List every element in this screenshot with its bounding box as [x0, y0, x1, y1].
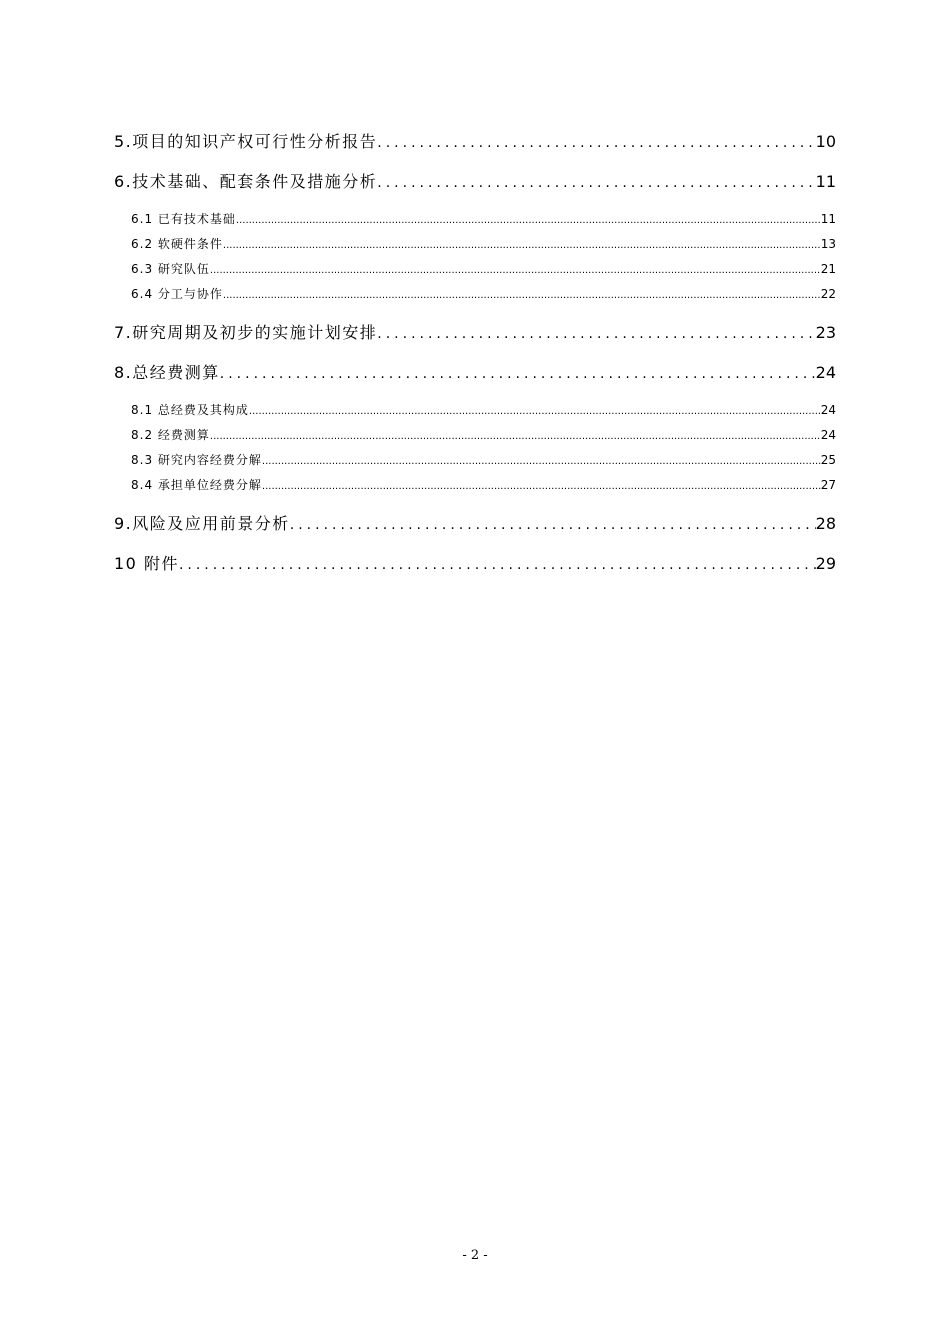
- toc-subentry-page: 11: [820, 212, 836, 226]
- toc-entry-title: 7.研究周期及初步的实施计划安排: [114, 323, 378, 342]
- dot-leader: [377, 123, 815, 162]
- toc-entry-5[interactable]: [114, 122, 836, 162]
- dot-leader: [377, 163, 815, 202]
- dot-leader: [179, 545, 816, 584]
- toc-subentry-8-2[interactable]: [114, 423, 836, 448]
- toc-subentry-title: 8.4 承担单位经费分解: [131, 478, 262, 492]
- toc-subentry-title: 8.3 研究内容经费分解: [131, 453, 262, 467]
- table-of-contents: [114, 122, 836, 584]
- toc-entry-6[interactable]: [114, 162, 836, 202]
- toc-subentry-6-1[interactable]: [114, 207, 836, 232]
- toc-entry-title: 6.技术基础、配套条件及措施分析: [114, 172, 378, 191]
- dot-leader: [223, 283, 821, 307]
- toc-entry-title: 8.总经费测算: [114, 363, 220, 382]
- toc-subentry-8-1[interactable]: [114, 398, 836, 423]
- toc-subentry-page: 24: [820, 428, 836, 442]
- toc-subentry-6-2[interactable]: [114, 232, 836, 257]
- dot-leader: [262, 474, 821, 498]
- dot-leader: [223, 233, 821, 257]
- toc-subentry-page: 24: [820, 403, 836, 417]
- dot-leader: [220, 354, 816, 393]
- dot-leader: [262, 449, 821, 473]
- toc-entry-8[interactable]: [114, 353, 836, 393]
- toc-entry-page: 29: [815, 554, 836, 573]
- toc-subentry-title: 6.2 软硬件条件: [131, 237, 223, 251]
- toc-entry-title: 9.风险及应用前景分析: [114, 514, 290, 533]
- dot-leader: [210, 258, 821, 282]
- toc-entry-page: 23: [815, 323, 836, 342]
- toc-subentry-page: 21: [820, 262, 836, 276]
- toc-subentry-6-3[interactable]: [114, 257, 836, 282]
- dot-leader: [236, 208, 821, 232]
- toc-entry-page: 10: [815, 132, 836, 151]
- toc-subentry-page: 25: [820, 453, 836, 467]
- toc-subentry-page: 22: [820, 287, 836, 301]
- dot-leader: [249, 399, 821, 423]
- toc-subentry-title: 8.1 总经费及其构成: [131, 403, 249, 417]
- toc-subentry-title: 6.3 研究队伍: [131, 262, 210, 276]
- toc-entry-title: 10 附件: [114, 554, 179, 573]
- toc-subentry-title: 6.1 已有技术基础: [131, 212, 236, 226]
- page-number: - 2 -: [462, 1248, 488, 1263]
- toc-subentry-page: 13: [820, 237, 836, 251]
- dot-leader: [377, 314, 815, 353]
- toc-subentry-8-3[interactable]: [114, 448, 836, 473]
- toc-subentry-6-4[interactable]: [114, 282, 836, 307]
- toc-subentries-8: [114, 393, 836, 504]
- toc-subentry-title: 8.2 经费测算: [131, 428, 210, 442]
- dot-leader: [210, 424, 821, 448]
- toc-subentries-6: [114, 202, 836, 313]
- dot-leader: [290, 505, 816, 544]
- toc-subentry-title: 6.4 分工与协作: [131, 287, 223, 301]
- toc-entry-9[interactable]: [114, 504, 836, 544]
- toc-entry-10[interactable]: [114, 544, 836, 584]
- toc-entry-page: 11: [815, 172, 836, 191]
- toc-entry-page: 28: [815, 514, 836, 533]
- toc-entry-title: 5.项目的知识产权可行性分析报告: [114, 132, 378, 151]
- toc-entry-page: 24: [815, 363, 836, 382]
- toc-entry-7[interactable]: [114, 313, 836, 353]
- toc-subentry-page: 27: [820, 478, 836, 492]
- toc-subentry-8-4[interactable]: [114, 473, 836, 498]
